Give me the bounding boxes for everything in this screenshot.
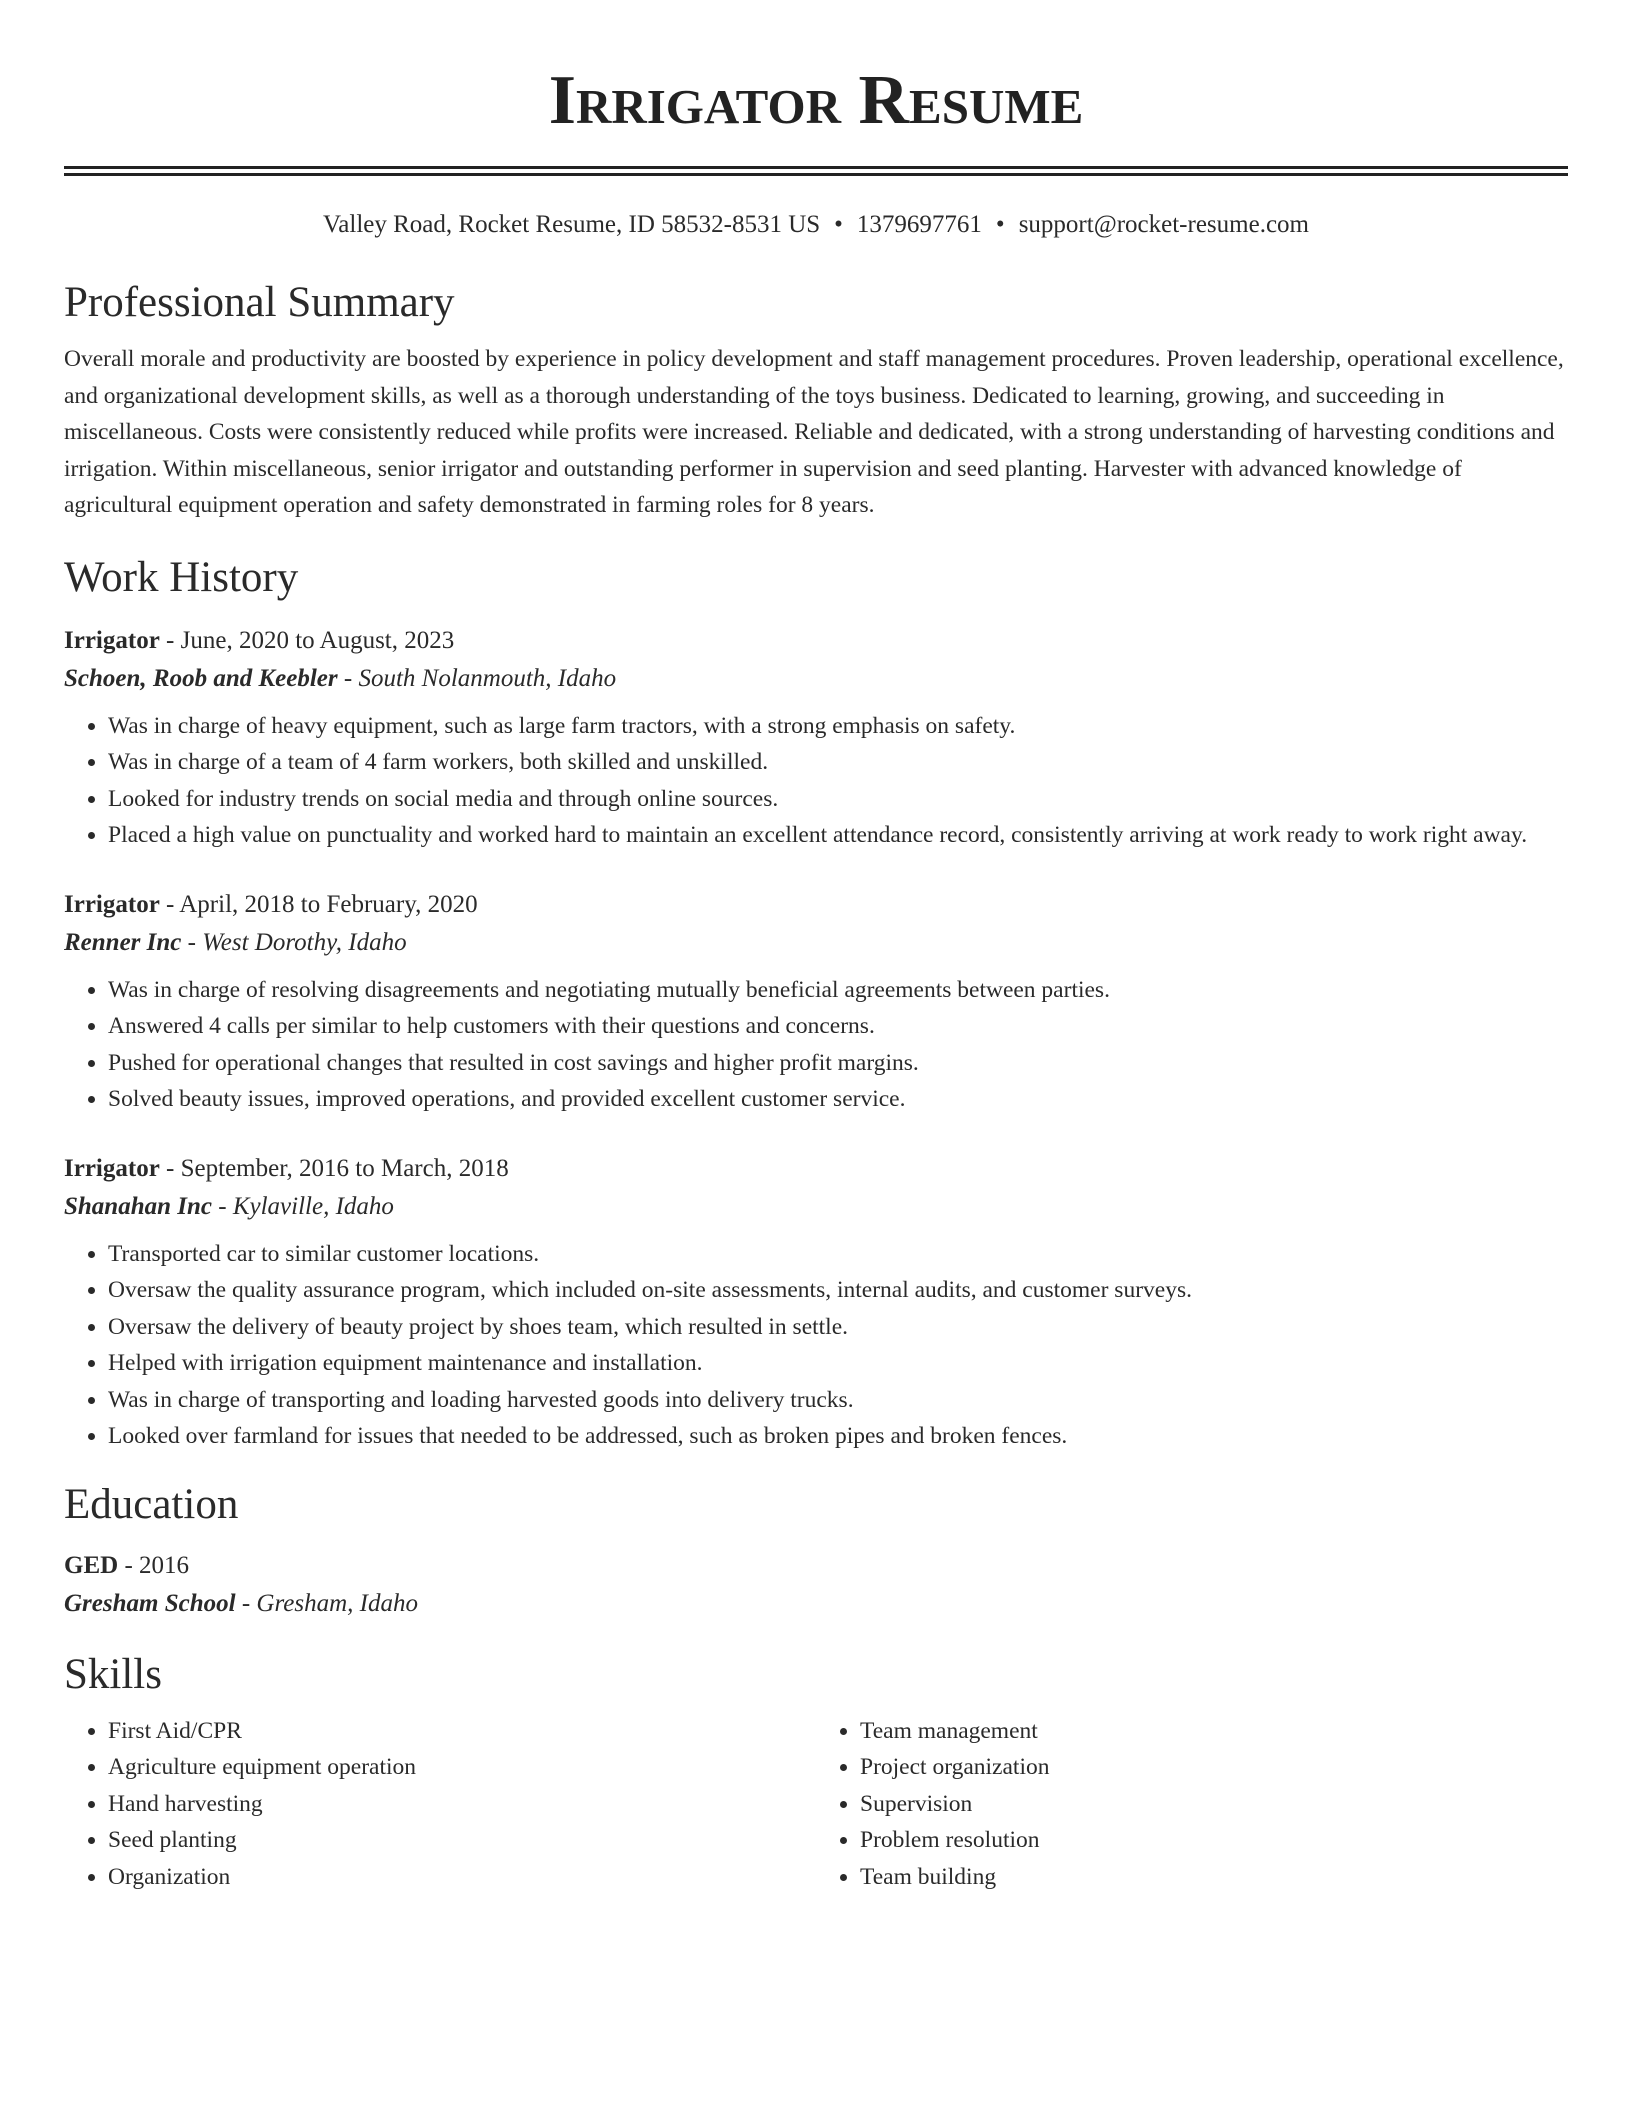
skills-right-column [816, 1713, 1568, 1896]
job-dates: - September, 2016 to March, 2018 [159, 1154, 509, 1182]
job-location: - Kylaville, Idaho [212, 1192, 394, 1220]
list-item: • Team management [860, 1713, 1568, 1750]
education-degree-line [64, 1547, 1568, 1585]
education-school-line [64, 1585, 1568, 1623]
contact-line [64, 209, 1568, 241]
job-company-line [64, 660, 1568, 698]
list-item: • Helped with irrigation equipment maintenance and installation. [108, 1345, 1568, 1382]
job-company-line [64, 1188, 1568, 1226]
contact-separator: • [995, 211, 1005, 238]
list-item: • Solved beauty issues, improved operations, and provided excellent customer service. [108, 1081, 1568, 1118]
job-company: Renner Inc [64, 928, 182, 956]
list-item: • Was in charge of a team of 4 farm workers, both skilled and unskilled. [108, 744, 1568, 781]
job-title-line [64, 886, 1568, 924]
education-location: - Gresham, Idaho [235, 1589, 418, 1617]
education-year: - 2016 [118, 1551, 190, 1579]
contact-separator: • [834, 211, 843, 238]
list-item: • Looked for industry trends on social media and through online sources. [108, 781, 1568, 818]
job-entry [64, 622, 1568, 854]
list-item: • Was in charge of heavy equipment, such as large farm tractors, with a strong emphasis on safety. [108, 708, 1568, 745]
contact-email: support@rocket-resume.com [1018, 211, 1309, 238]
job-dates: - April, 2018 to February, 2020 [159, 890, 478, 918]
list-item: • Transported car to similar customer locations. [108, 1236, 1568, 1273]
job-location: - West Dorothy, Idaho [181, 928, 407, 956]
summary-text: Overall morale and productivity are boosted by experience in policy development and staff management procedures. Proven leadership, operational excellence, and organizational development skills, as well as a thorough understanding of the toys business. Dedicated to learning, growing, and succeeding in miscellaneous. Costs were consistently reduced while profits were increased. Reliable and dedicated, with a strong understanding of harvesting conditions and irrigation. Within miscellaneous, senior irrigator and outstanding performer in supervision and seed planting. Harvester with advanced knowledge of agricultural equipment operation and safety demonstrated in farming roles for 8 years. [64, 346, 1564, 518]
skills-heading: Skills [64, 1650, 162, 1698]
education-heading: Education [64, 1480, 239, 1528]
list-item: • Problem resolution [860, 1822, 1568, 1859]
education-school: Gresham School [64, 1589, 236, 1617]
list-item: • Project organization [860, 1749, 1568, 1786]
list-item: • Seed planting [108, 1822, 816, 1859]
resume-title: Irrigator Resume [548, 62, 1084, 139]
job-bullets [64, 708, 1568, 854]
list-item: • Pushed for operational changes that resulted in cost savings and higher profit margins. [108, 1045, 1568, 1082]
job-title: Irrigator [64, 1154, 160, 1182]
job-entry [64, 1150, 1568, 1455]
job-bullets [64, 1236, 1568, 1455]
list-item: • Answered 4 calls per similar to help customers with their questions and concerns. [108, 1008, 1568, 1045]
summary-heading: Professional Summary [64, 279, 455, 326]
job-entry [64, 886, 1568, 1118]
education-entry [64, 1547, 1568, 1623]
job-company: Schoen, Roob and Keebler [64, 664, 338, 692]
job-title-line [64, 1150, 1568, 1188]
job-title: Irrigator [64, 890, 160, 918]
list-item: • Oversaw the quality assurance program, which included on-site assessments, internal audits, and customer surveys. [108, 1272, 1568, 1309]
title-double-rule [64, 166, 1568, 176]
skills-columns [64, 1713, 1568, 1896]
job-company-line [64, 924, 1568, 962]
list-item: • Agriculture equipment operation [108, 1749, 816, 1786]
list-item: • Supervision [860, 1786, 1568, 1823]
list-item: • Placed a high value on punctuality and worked hard to maintain an excellent attendance record, consistently arriving at work ready to work right away. [108, 817, 1568, 854]
contact-phone: 1379697761 [856, 211, 982, 238]
contact-address: Valley Road, Rocket Resume, ID 58532-8531 US [323, 211, 821, 238]
job-title-line [64, 622, 1568, 660]
job-bullets [64, 972, 1568, 1118]
job-title: Irrigator [64, 626, 160, 654]
list-item: • Team building [860, 1859, 1568, 1896]
list-item: • Was in charge of transporting and loading harvested goods into delivery trucks. [108, 1382, 1568, 1419]
job-company: Shanahan Inc [64, 1192, 212, 1220]
skills-left-column [64, 1713, 816, 1896]
list-item: • First Aid/CPR [108, 1713, 816, 1750]
list-item: • Organization [108, 1859, 816, 1896]
list-item: • Was in charge of resolving disagreements and negotiating mutually beneficial agreements between parties. [108, 972, 1568, 1009]
list-item: • Hand harvesting [108, 1786, 816, 1823]
education-degree: GED [64, 1551, 119, 1579]
list-item: • Looked over farmland for issues that needed to be addressed, such as broken pipes and broken fences. [108, 1418, 1568, 1455]
list-item: • Oversaw the delivery of beauty project by shoes team, which resulted in settle. [108, 1309, 1568, 1346]
job-dates: - June, 2020 to August, 2023 [159, 626, 455, 654]
job-location: - South Nolanmouth, Idaho [337, 664, 617, 692]
work-history-heading: Work History [64, 553, 299, 601]
